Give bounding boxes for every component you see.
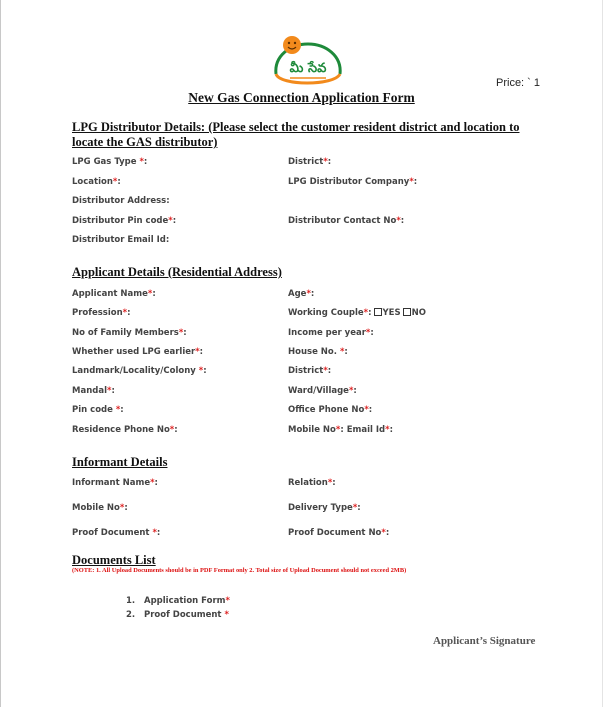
document-item: 2. Proof Document * (126, 610, 229, 620)
ward-village-label: Ward/Village*: (288, 386, 357, 396)
family-members-label: No of Family Members*: (72, 328, 187, 338)
district-label: District*: (288, 157, 332, 167)
delivery-type-label: Delivery Type*: (288, 503, 361, 513)
office-phone-label: Office Phone No*: (288, 405, 373, 415)
svg-text:మీ సేవ: మీ సేవ (289, 61, 327, 76)
applicant-name-label: Applicant Name*: (72, 289, 156, 299)
used-lpg-label: Whether used LPG earlier*: (72, 347, 204, 357)
pin-code-label: Pin code *: (72, 405, 124, 415)
applicant-signature-label: Applicant’s Signature (433, 635, 536, 647)
mandal-label: Mandal*: (72, 386, 115, 396)
age-label: Age*: (288, 289, 315, 299)
proof-document-label: Proof Document *: (72, 528, 161, 538)
income-label: Income per year*: (288, 328, 374, 338)
document-item: 1. Application Form* (126, 596, 230, 606)
lpg-section-title: LPG Distributor Details: (Please select the customer resident district and location to locate the GAS distributor) (72, 120, 520, 149)
informant-section-title: Informant Details (72, 455, 168, 469)
distributor-contact-label: Distributor Contact No*: (288, 216, 405, 226)
no-checkbox[interactable] (403, 308, 411, 316)
mee-seva-logo (268, 34, 346, 90)
working-couple-label: Working Couple*: YES NO (288, 308, 426, 318)
page-left-border (0, 0, 1, 707)
applicant-district-label: District*: (288, 366, 332, 376)
price-label: Price: ` 1 (496, 77, 541, 89)
mobile-email-label: Mobile No*: Email Id*: (288, 425, 394, 435)
distributor-address-label: Distributor Address: (72, 196, 170, 206)
informant-name-label: Informant Name*: (72, 478, 158, 488)
distributor-pin-label: Distributor Pin code*: (72, 216, 177, 226)
proof-document-no-label: Proof Document No*: (288, 528, 390, 538)
upload-note: (NOTE: 1. All Upload Documents should be in PDF Format only 2. Total size of Upload Document should not exceed 2MB) (72, 567, 407, 574)
lpg-distributor-company-label: LPG Distributor Company*: (288, 177, 418, 187)
yes-checkbox[interactable] (374, 308, 382, 316)
informant-mobile-label: Mobile No*: (72, 503, 128, 513)
applicant-section-title: Applicant Details (Residential Address) (72, 265, 282, 279)
form-title: New Gas Connection Application Form (188, 90, 415, 105)
house-no-label: House No. *: (288, 347, 348, 357)
location-label: Location*: (72, 177, 121, 187)
lpg-gas-type-label: LPG Gas Type *: (72, 157, 148, 167)
smiley-icon (283, 36, 301, 54)
landmark-label: Landmark/Locality/Colony *: (72, 366, 207, 376)
documents-section-title: Documents List (72, 553, 156, 567)
distributor-email-label: Distributor Email Id: (72, 235, 170, 245)
residence-phone-label: Residence Phone No*: (72, 425, 178, 435)
profession-label: Profession*: (72, 308, 131, 318)
relation-label: Relation*: (288, 478, 336, 488)
